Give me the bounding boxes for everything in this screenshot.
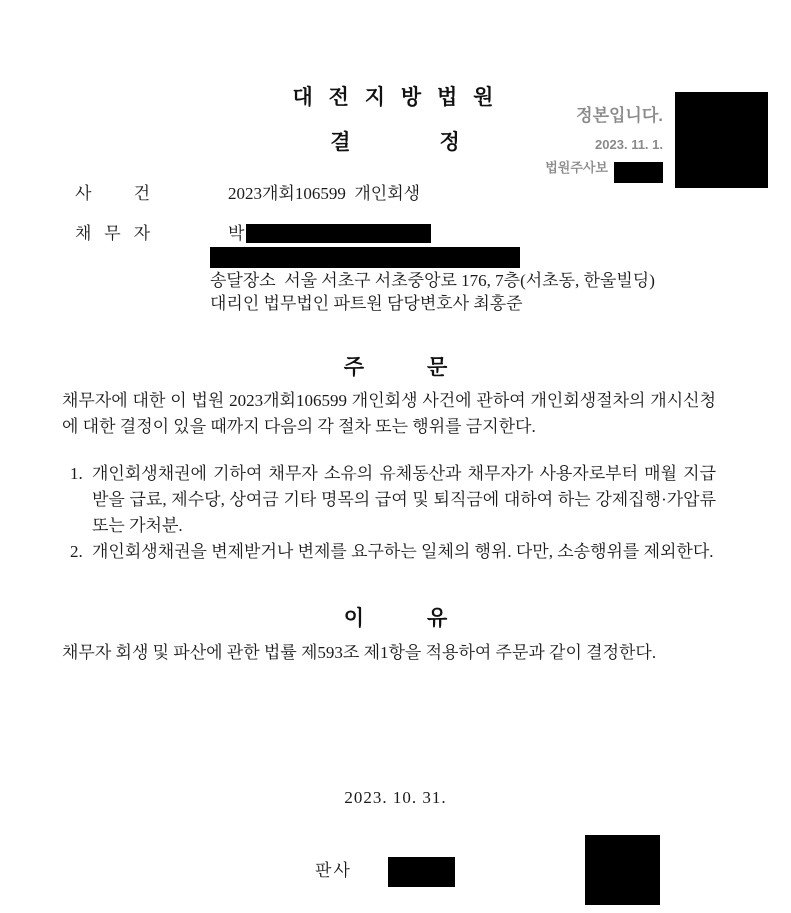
case-label: 사 건 [75,184,150,203]
debtor-name-line [228,224,431,244]
case-number: 2023개회106599 개인회생 [228,184,421,203]
clerk-name-redaction [614,162,663,183]
service-address: 송달장소 서울 서초구 서초중앙로 176, 7층(서초동, 한울빌딩) [210,271,655,290]
order-item-number: 2. [70,542,83,561]
order-item-text: 개인회생채권에 기하여 채무자 소유의 유체동산과 채무자가 사용자로부터 매월 지급받을 급료, 제수당, 상여금 기타 명목의 급여 및 퇴직금에 대하여 하는 강제집행·가압류 또는 가처분. [92,464,716,535]
reason-heading: 이 유 [343,607,448,630]
clerk-title: 법원주사보 [545,160,608,175]
certification-stamp [545,106,663,183]
header-seal-redaction [675,92,768,188]
judge-seal-redaction [585,835,660,905]
debtor-surname: 박 [228,224,245,243]
debtor-label: 채 무 자 [75,224,150,243]
clerk-line [545,160,663,183]
debtor-address-redaction [210,247,520,268]
order-intro-paragraph: 채무자에 대한 이 법원 2023개회106599 개인회생 사건에 관하여 개인회생절차의 개시신청에 대한 결정이 있을 때까지 다음의 각 절차 또는 행위를 금지한다. [62,391,716,436]
order-item-number: 1. [70,464,83,483]
order-heading: 주 문 [343,356,448,379]
certification-date: 2023. 11. 1. [595,137,663,152]
judge-label: 판사 [315,861,352,880]
order-list [62,461,716,565]
attorney-line: 대리인 법무법인 파트원 담당변호사 최홍준 [210,294,523,313]
decision-title: 결 정 [330,131,461,154]
court-name-title: 대 전 지 방 법 원 [292,86,499,109]
debtor-name-redaction [246,224,431,243]
order-item-text: 개인회생채권을 변제받거나 변제를 요구하는 일체의 행위. 다만, 소송행위를 제외한다. [92,542,714,561]
reason-paragraph: 채무자 회생 및 파산에 관한 법률 제593조 제1항을 적용하여 주문과 같이 결정한다. [62,643,657,662]
decision-date: 2023. 10. 31. [344,788,447,807]
judge-name-redaction [388,857,455,887]
certification-text: 정본입니다. [576,106,663,125]
order-item [62,461,716,539]
order-item [62,539,716,565]
